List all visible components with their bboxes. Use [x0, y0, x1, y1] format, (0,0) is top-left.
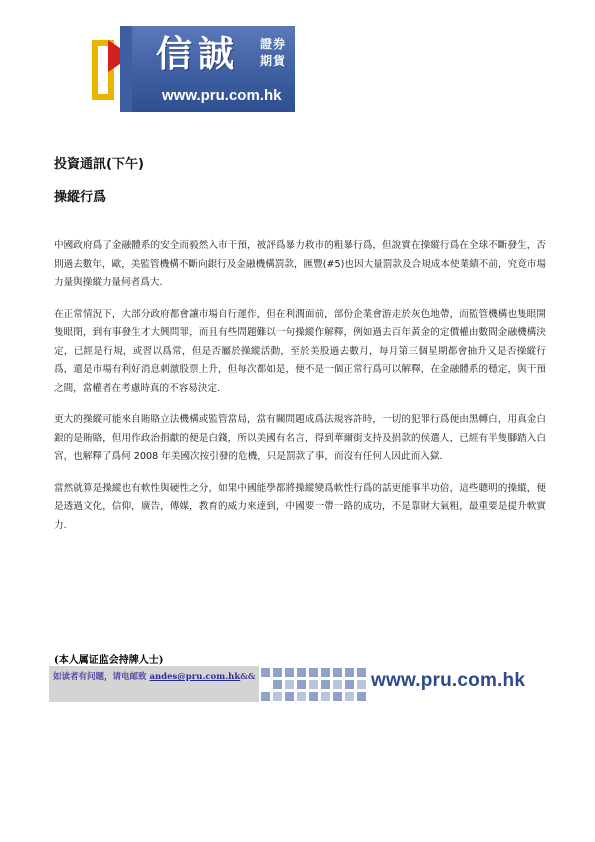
brand-sub-futures: 期貨	[260, 54, 287, 68]
brand-logo-mark	[44, 26, 132, 112]
paragraph-4: 當然就算是操縱也有軟性與硬性之分，如果中國能學都將操縱變爲軟性行爲的話更能事半功倍，這些聰明的操縱，便是透過文化，信仰，廣告，傳媒，教育的威力來達到，中國要一帶一路的成功，不是靠財大氣粗，最重要是提升軟實力.	[54, 482, 546, 531]
document-title: 投資通訊(下午)	[54, 157, 144, 172]
contact-email-link[interactable]: andes@pru.com.hk	[149, 672, 241, 682]
footer-strip	[49, 666, 529, 702]
license-note: (本人属证监会持牌人士)	[54, 655, 164, 666]
footer-url: www.pru.com.hk	[371, 670, 526, 691]
brand-url: www.pru.com.hk	[162, 87, 282, 104]
document-subtitle: 操縱行爲	[54, 190, 107, 205]
brand-sub-securities: 證券	[260, 37, 287, 51]
paragraph-2: 在正常情況下，大部分政府都會讓市場自行運作，但在利潤面前，部份企業會游走於灰色地帶，而監管機構也隻眼開隻眼閉，到有事發生才大興問罪，而且有些問題難以一句操縱作解釋，例如過去百年黃金的定價權由數間金融機構決定，已經是行規，或習以爲常，但是否屬於操縱活動，至於美股過去數月，每月第三個星期都會抽升又是否操縱行爲，還是市場有利好消息刺激股票上升，但每次都如是，便不是一個正常行爲可以解釋，在金融體系的穩定，與干預之間，當權者在考慮時真的不容易決定.	[54, 308, 546, 394]
footer-contact-suffix: &&	[240, 672, 256, 682]
paragraph-1: 中國政府爲了金融體系的安全而毅然入市干預，被評爲暴力救市的粗暴行爲，但說實在操縱行爲在全球不斷發生，否則過去數年，歐，美監管機構不斷向銀行及金融機構罰款，匯豐(#5)也因大量罰款及合規成本使業績不前，究竟市場力量與操縱力量何者爲大.	[54, 240, 546, 288]
article-body	[54, 237, 546, 548]
footer-contact-text: 如读者有问题，请电邮致	[53, 672, 147, 682]
footer-contact	[53, 670, 256, 682]
brand-banner	[44, 26, 295, 112]
brand-name: 信誠	[156, 33, 241, 75]
paragraph-3: 更大的操縱可能來自賄賂立法機構或監管當局，當有關問題成爲法規容許時，一切的犯罪行爲便由黑轉白，用真金白銀的是賄賂，但用作政治捐獻的便是白錢，所以美國有名言，得到華爾街支持及捐款的侯選人，已經有半隻腳踏入白宮，也解釋了爲何 2008 年美國次按引發的危機，只是罰款了事，而沒有任何人因此而入獄.	[54, 414, 546, 462]
